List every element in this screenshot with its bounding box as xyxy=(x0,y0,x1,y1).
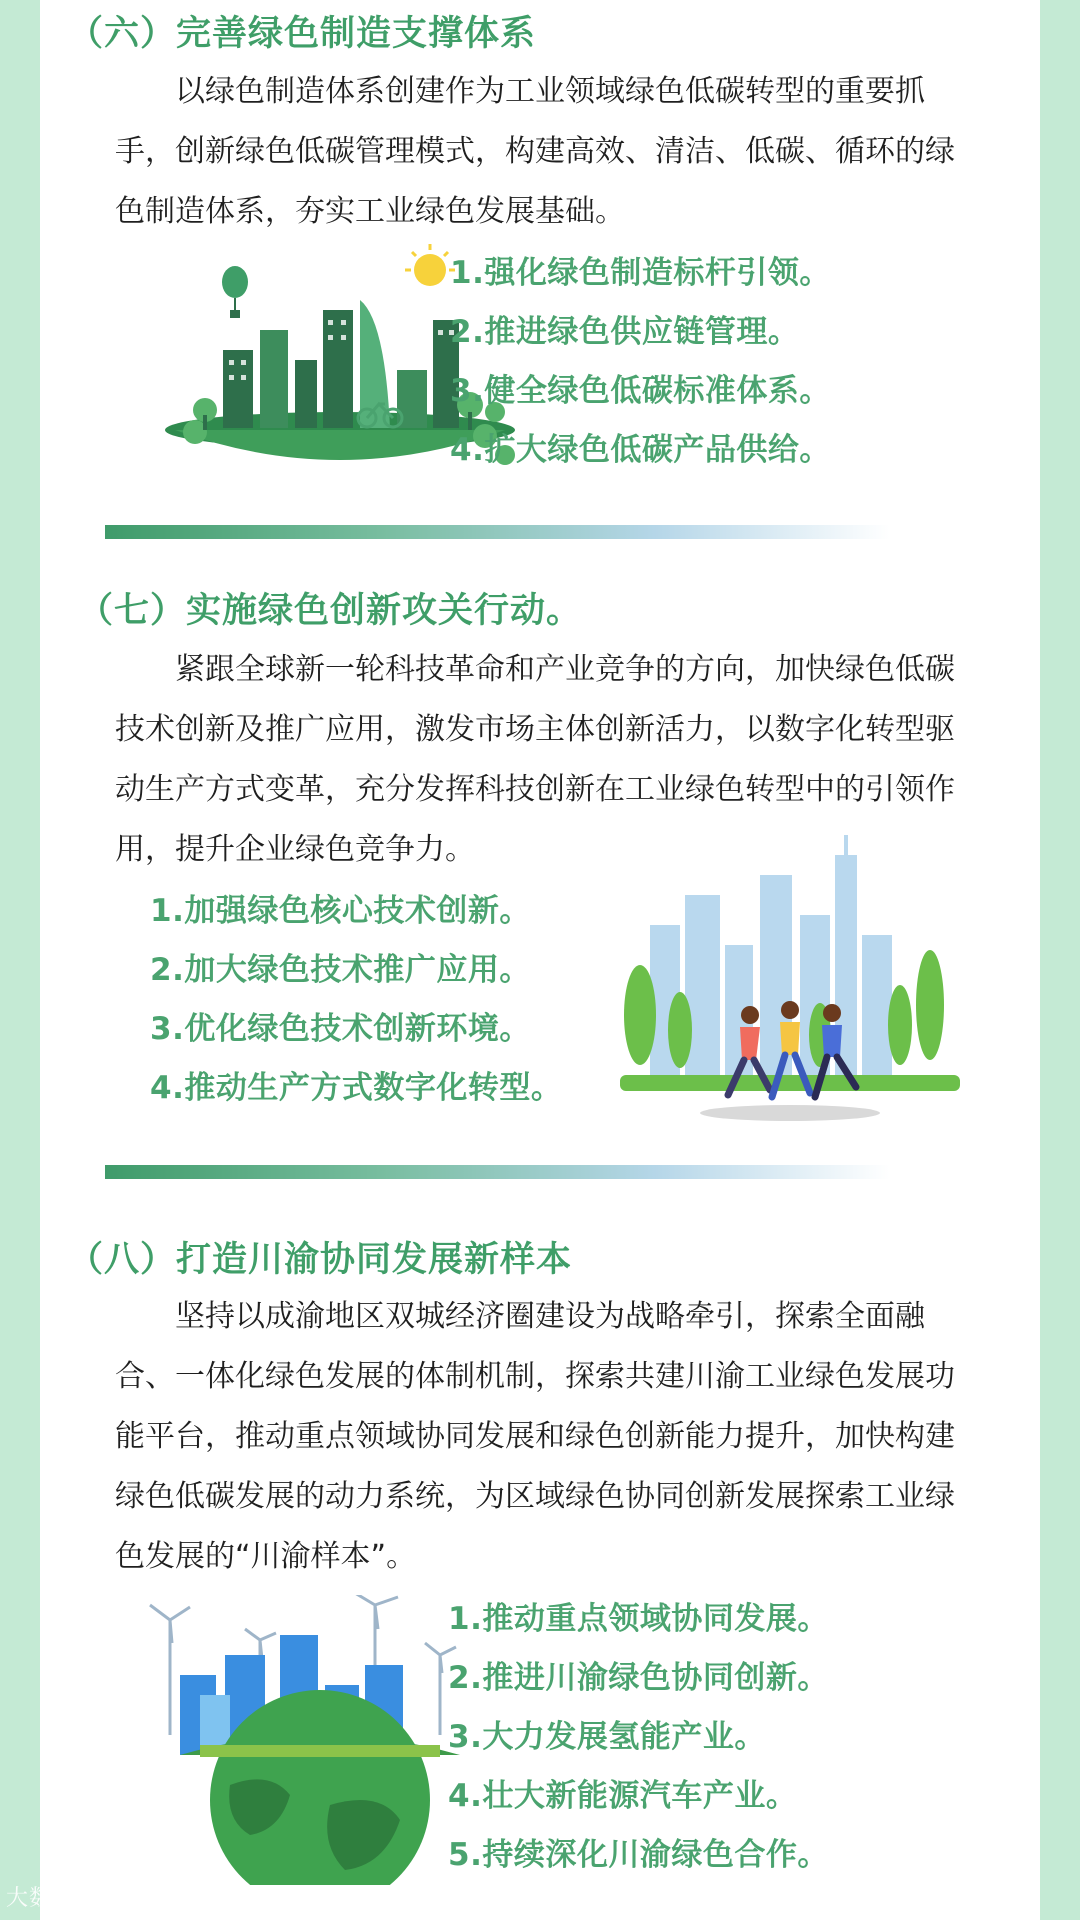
section-7-title: （七）实施绿色创新攻关行动。 xyxy=(78,591,583,631)
section-6-list xyxy=(450,244,831,480)
list-item: 3.优化绿色技术创新环境。 xyxy=(150,1011,531,1047)
list-item: 2.加大绿色技术推广应用。 xyxy=(150,952,531,988)
article-page xyxy=(40,0,1040,1920)
section-6-paragraph: 以绿色制造体系创建作为工业领域绿色低碳转型的重要抓手，创新绿色低碳管理模式，构建高效、清洁、低碳、循环的绿色制造体系，夯实工业绿色发展基础。 xyxy=(115,74,955,229)
list-item: 1.推动重点领域协同发展。 xyxy=(448,1601,829,1637)
section-8-title: （八）打造川渝协同发展新样本 xyxy=(68,1240,573,1280)
right-border-stripe xyxy=(1040,0,1080,1920)
section-6-title: （六）完善绿色制造支撑体系 xyxy=(68,14,537,54)
list-item: 4.扩大绿色低碳产品供给。 xyxy=(450,432,831,468)
list-item: 5.持续深化川渝绿色合作。 xyxy=(448,1837,829,1873)
sun-icon xyxy=(405,244,455,286)
list-item: 2.推进川渝绿色协同创新。 xyxy=(448,1660,829,1696)
list-item: 4.壮大新能源汽车产业。 xyxy=(448,1778,798,1814)
balloon-icon xyxy=(222,266,248,318)
section-8-paragraph: 坚持以成渝地区双城经济圈建设为战略牵引，探索全面融合、一体化绿色发展的体制机制，探索共建川渝工业绿色发展功能平台，推动重点领域协同发展和绿色创新能力提升，加快构建绿色低碳发展的动力系统，为区域绿色协同创新发展探索工业绿色发展的“川渝样本”。 xyxy=(115,1299,955,1574)
left-border-stripe xyxy=(0,0,40,1920)
list-item: 4.推动生产方式数字化转型。 xyxy=(150,1070,563,1106)
section-divider xyxy=(105,525,890,539)
section-8-list xyxy=(448,1590,829,1885)
list-item: 1.强化绿色制造标杆引领。 xyxy=(450,255,831,291)
watermark: 大数跨境 xyxy=(6,1886,99,1911)
list-item: 3.大力发展氢能产业。 xyxy=(448,1719,766,1755)
list-item: 2.推进绿色供应链管理。 xyxy=(450,314,800,350)
section-7-paragraph: 紧跟全球新一轮科技革命和产业竞争的方向，加快绿色低碳技术创新及推广应用，激发市场主体创新活力，以数字化转型驱动生产方式变革，充分发挥科技创新在工业绿色转型中的引领作用，提升企业绿色竞争力。 xyxy=(115,652,955,867)
section-7-list xyxy=(150,882,562,1118)
green-earth-illustration xyxy=(140,1595,500,1885)
section-divider xyxy=(105,1165,890,1179)
list-item: 3.健全绿色低碳标准体系。 xyxy=(450,373,831,409)
runners-city-illustration xyxy=(610,835,970,1135)
list-item: 1.加强绿色核心技术创新。 xyxy=(150,893,531,929)
